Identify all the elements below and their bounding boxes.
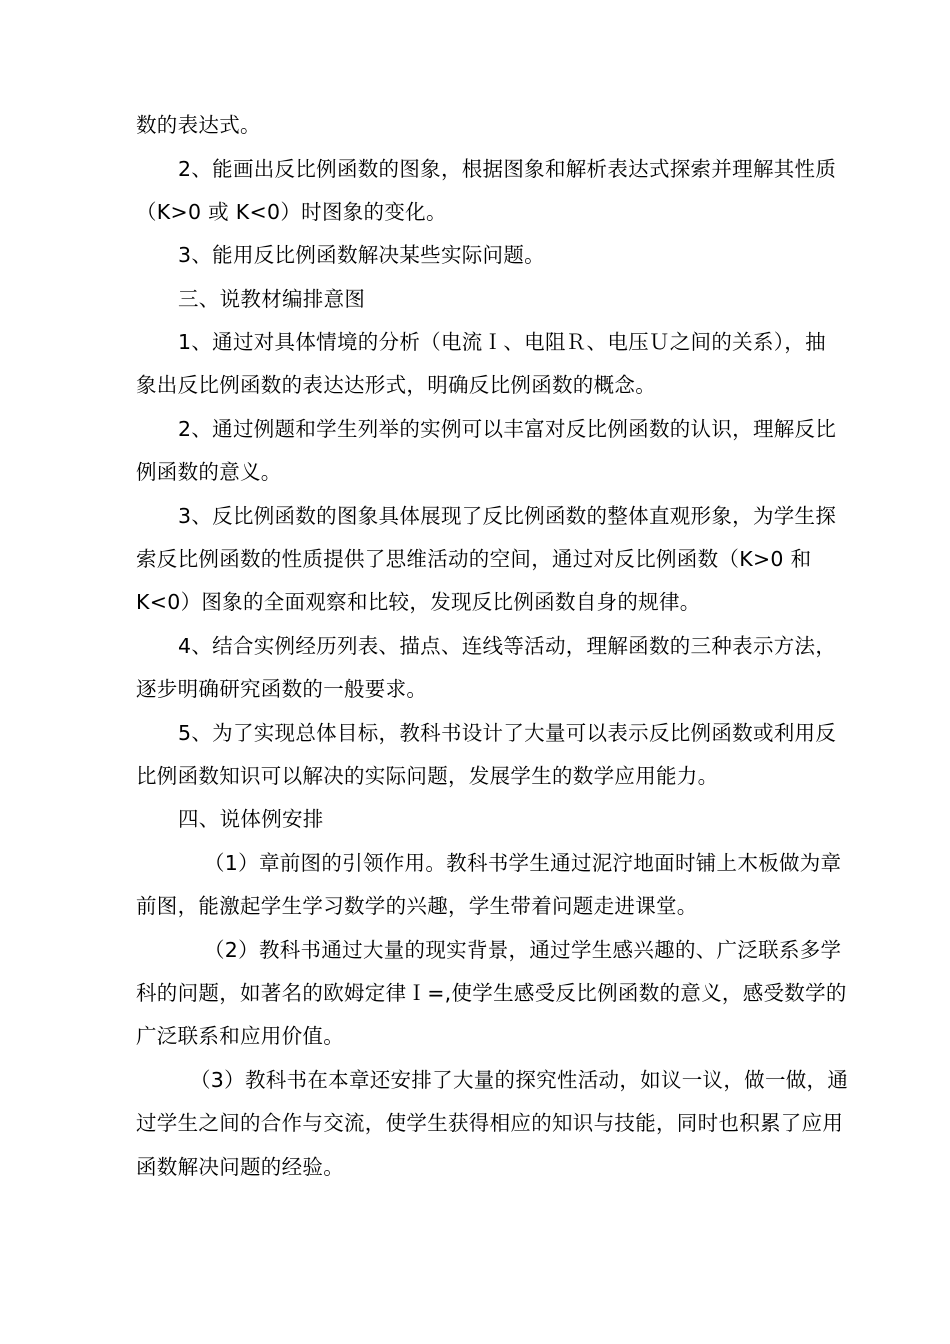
text-line: 逐步明确研究函数的一般要求。	[136, 677, 428, 701]
text-line: 例函数的意义。	[136, 460, 282, 484]
text-line: 函数解决问题的经验。	[136, 1155, 344, 1179]
section-heading: 三、说教材编排意图	[178, 287, 366, 311]
text-line: 2、能画出反比例函数的图象，根据图象和解析表达式探索并理解其性质	[178, 157, 837, 181]
text-line: 2、通过例题和学生列举的实例可以丰富对反比例函数的认识，理解反比	[178, 417, 837, 441]
text-line: （2）教科书通过大量的现实背景，通过学生感兴趣的、广泛联系多学	[204, 938, 842, 962]
text-line: 科的问题，如著名的欧姆定律Ｉ=,使学生感受反比例函数的意义，感受数学的	[136, 981, 847, 1005]
text-line: 比例函数知识可以解决的实际问题，发展学生的数学应用能力。	[136, 764, 719, 788]
text-line: 5、为了实现总体目标，教科书设计了大量可以表示反比例函数或利用反	[178, 721, 837, 745]
text-line: K<0）图象的全面观察和比较，发现反比例函数自身的规律。	[136, 590, 701, 614]
section-heading: 四、说体例安排	[178, 807, 324, 831]
text-line: （K>0 或 K<0）时图象的变化。	[136, 200, 447, 224]
text-line: 3、能用反比例函数解决某些实际问题。	[178, 243, 545, 267]
text-line: 索反比例函数的性质提供了思维活动的空间，通过对反比例函数（K>0 和	[136, 547, 812, 571]
text-line: （3）教科书在本章还安排了大量的探究性活动，如议一议，做一做，通	[190, 1068, 849, 1092]
text-line: 广泛联系和应用价值。	[136, 1024, 344, 1048]
text-line: 象出反比例函数的表达达形式，明确反比例函数的概念。	[136, 373, 656, 397]
text-line: 过学生之间的合作与交流，使学生获得相应的知识与技能，同时也积累了应用	[136, 1111, 844, 1135]
text-line: 3、反比例函数的图象具体展现了反比例函数的整体直观形象，为学生探	[178, 504, 837, 528]
text-line: （1）章前图的引领作用。教科书学生通过泥泞地面时铺上木板做为章	[204, 851, 842, 875]
text-line: 前图，能激起学生学习数学的兴趣，学生带着问题走进课堂。	[136, 894, 698, 918]
text-line: 1、通过对具体情境的分析（电流Ｉ、电阻Ｒ、电压Ｕ之间的关系），抽	[178, 330, 826, 354]
text-line: 数的表达式。	[136, 113, 261, 137]
text-line: 4、结合实例经历列表、描点、连线等活动，理解函数的三种表示方法，	[178, 634, 837, 658]
